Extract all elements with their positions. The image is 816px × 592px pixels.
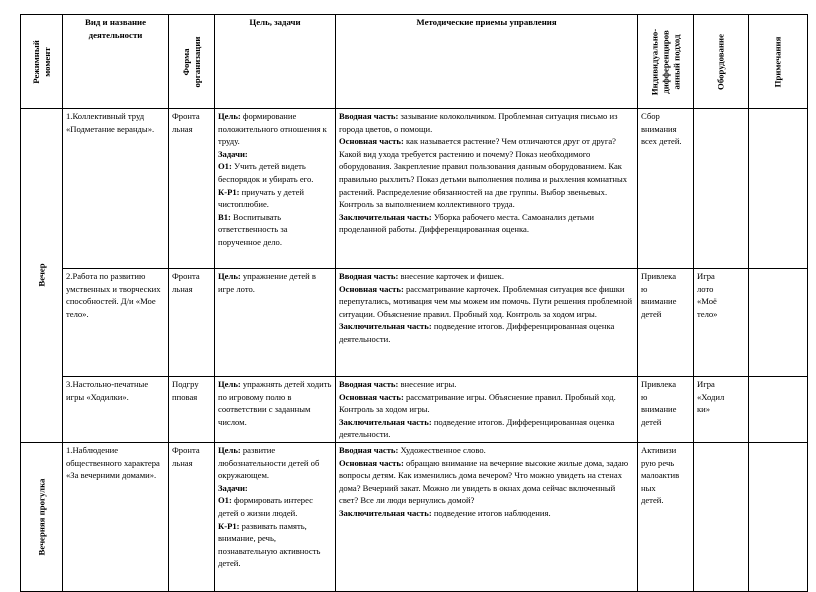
activity-cell: 1.Коллективный труд «Подметание веранды». <box>63 109 169 269</box>
equipment-cell: Игра «Ходил ки» <box>694 377 749 443</box>
header-form: Форма организации <box>169 15 215 109</box>
header-row <box>21 15 808 109</box>
individual-cell: Привлека ю внимание детей <box>638 269 694 377</box>
header-equipment: Оборудование <box>694 15 749 109</box>
form-cell: Фронта льная <box>169 269 215 377</box>
equipment-cell <box>694 109 749 269</box>
form-cell: Фронта льная <box>169 109 215 269</box>
individual-cell: Привлека ю внимание детей <box>638 377 694 443</box>
methods-cell: Вводная часть: внесение карточек и фишек. Основная часть: рассматривание карточек. Проблемная ситуация все фишки перепутались, мотивация чем мы можем им помочь. Пути решения проблемной ситуации. Объяснение правил. Пробный ход. Контроль за ходом игры. Заключительная часть: подведение итогов. Дифференцированная оценка деятельности. <box>336 269 638 377</box>
form-cell: Подгру пповая <box>169 377 215 443</box>
notes-cell <box>749 269 808 377</box>
methods-cell: Вводная часть: внесение игры. Основная часть: рассматривание игры. Объяснение правил. Пробный ход. Контроль за ходом игры. Заключительная часть: подведение итогов. Дифференцированная оценка деятельности. <box>336 377 638 443</box>
individual-cell: Активизи рую речь малоактив ных детей. <box>638 443 694 592</box>
plan-table <box>20 14 808 592</box>
table-row <box>21 269 808 377</box>
activity-cell: 1.Наблюдение общественного характера «За вечерними домами». <box>63 443 169 592</box>
methods-cell: Вводная часть: Художественное слово. Основная часть: обращаю внимание на вечерние высокие жилые дома, задаю вопросы детям. Как изменились дома вечером? Что можно увидеть на стенах дома? Вечерний закат. Можно ли увидеть в окнах дома сейчас включенный свет? Все ли люди вернулись домой? Заключительная часть: подведение итогов наблюдения. <box>336 443 638 592</box>
table-row <box>21 109 808 269</box>
goal-cell: Цель: формирование положительного отношения к труду. Задачи: О1: Учить детей видеть беспорядок и убирать его. К-Р1: приучать у детей чистоплюбие. В1: Воспитывать ответственность за порученное дело. <box>215 109 336 269</box>
header-notes: Примечания <box>749 15 808 109</box>
individual-cell: Сбор внимания всех детей. <box>638 109 694 269</box>
section-evening: Вечер <box>21 109 63 443</box>
goal-cell: Цель: упражнение детей в игре лото. <box>215 269 336 377</box>
table-row <box>21 377 808 443</box>
goal-cell: Цель: развитие любознательности детей об окружающем. Задачи: О1: формировать интерес детей о жизни людей. К-Р1: развивать память, внимание, речь, познавательную активность детей. <box>215 443 336 592</box>
header-individual: Индивидуально- дифференциров анный подход <box>638 15 694 109</box>
activity-cell: 3.Настольно-печатные игры «Ходилки». <box>63 377 169 443</box>
header-methods: Методические приемы управления <box>336 15 638 109</box>
header-regime: Режимный момент <box>21 15 63 109</box>
header-goal: Цель, задачи <box>215 15 336 109</box>
notes-cell <box>749 109 808 269</box>
equipment-cell <box>694 443 749 592</box>
table-row <box>21 443 808 592</box>
methods-cell: Вводная часть: зазывание колокольчиком. Проблемная ситуация письмо из города цветов, о помощи. Основная часть: как называется растение? Чем отличаются друг от друга? Какой вид ухода требуется растению и почему? Показ необходимого оборудования. Закрепление правил пользования данным оборудованием. Как правильно рыхлить? Показ детьми выполнения полива и рыхления комнатных растений. Распределение обязанностей на две группы. Выбор звеньевых. Контроль за выполнением коллективного труда. Заключительная часть: Уборка рабочего места. Самоанализ детьми проделанной работы. Дифференцированная оценка. <box>336 109 638 269</box>
section-walk: Вечерняя прогулка <box>21 443 63 592</box>
goal-cell: Цель: упражнять детей ходить по игровому полю в соответствии с заданным числом. <box>215 377 336 443</box>
form-cell: Фронта льная <box>169 443 215 592</box>
notes-cell <box>749 377 808 443</box>
equipment-cell: Игра лото «Моё тело» <box>694 269 749 377</box>
activity-cell: 2.Работа по развитию умственных и творческих способностей. Д/и «Мое тело». <box>63 269 169 377</box>
header-activity: Вид и название деятельности <box>63 15 169 109</box>
notes-cell <box>749 443 808 592</box>
